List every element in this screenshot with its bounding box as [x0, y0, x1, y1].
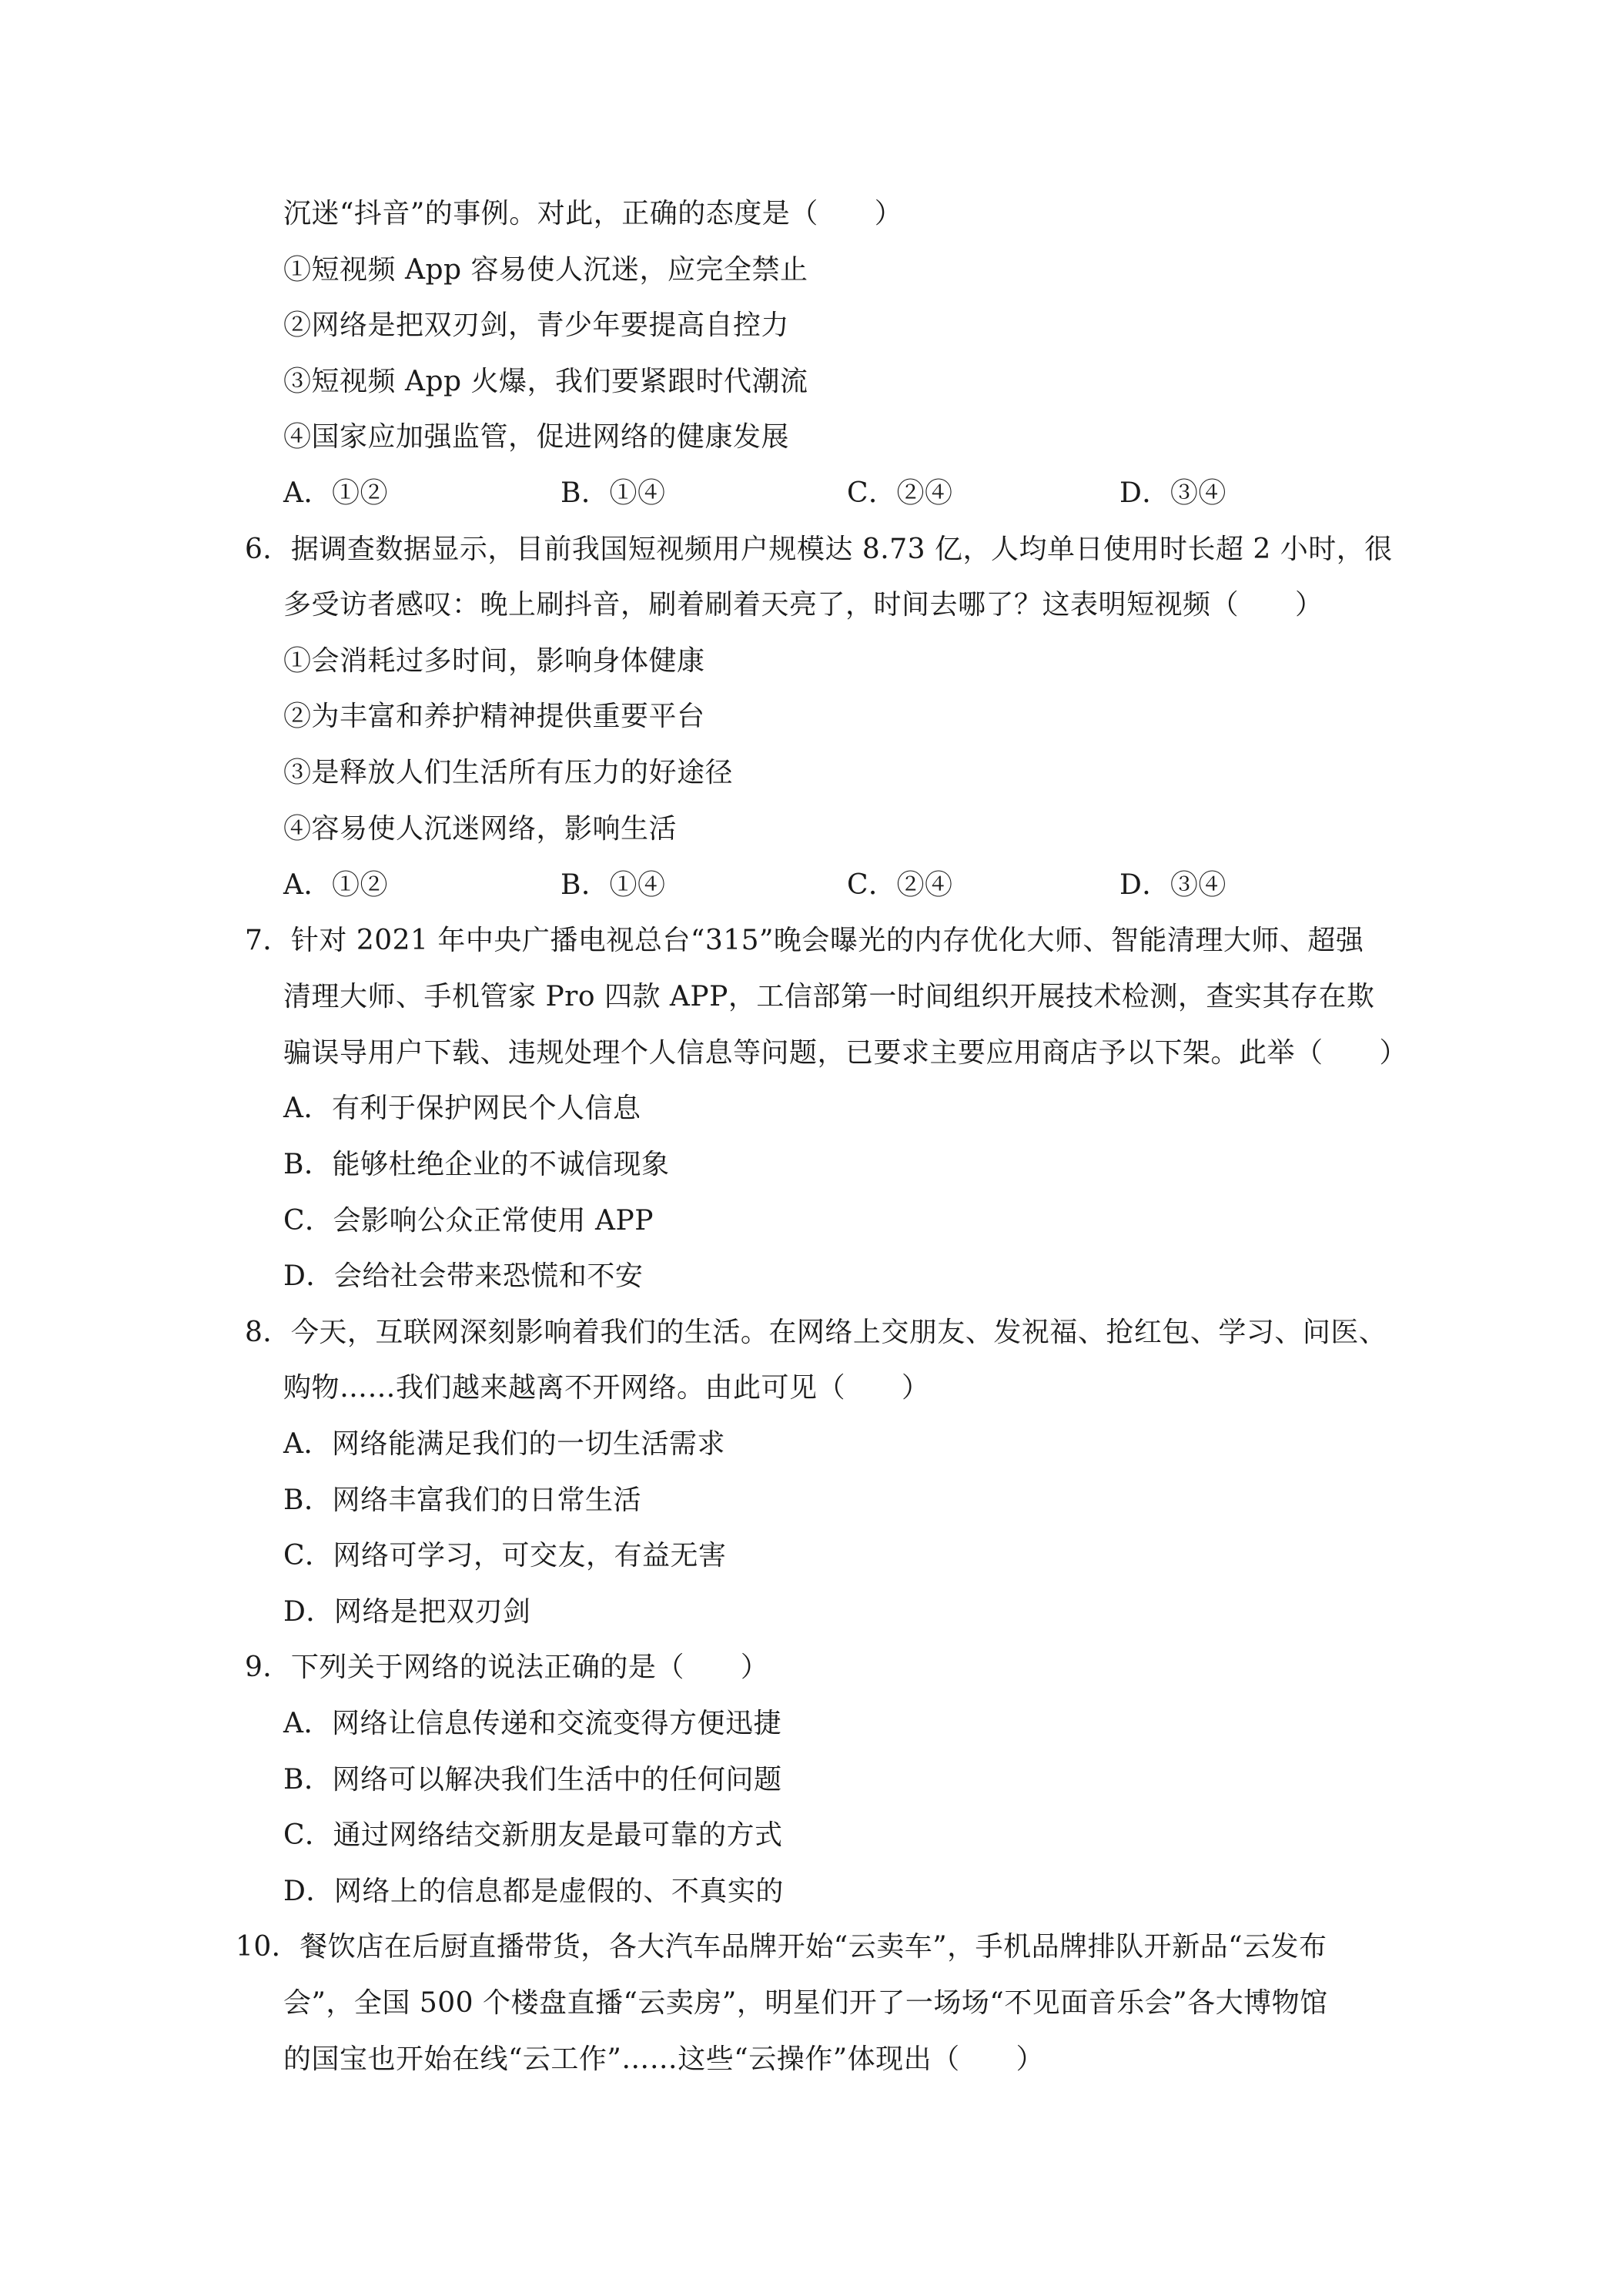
q9-option-b[interactable]: B．网络可以解决我们生活中的任何问题 — [283, 1764, 782, 1796]
q5-item-4: ④国家应加强监管，促进网络的健康发展 — [283, 421, 790, 453]
q10-stem-line-3: 的国宝也开始在线“云工作”……这些“云操作”体现出（ ） — [283, 2043, 1045, 2075]
q7-option-a[interactable]: A．有利于保护网民个人信息 — [283, 1093, 641, 1124]
q6-option-a[interactable]: A．①② — [283, 869, 388, 901]
q9-option-a[interactable]: A．网络让信息传递和交流变得方便迅捷 — [283, 1708, 781, 1739]
q5-stem-continued: 沉迷“抖音”的事例。对此，正确的态度是（ ） — [283, 198, 903, 229]
q8-option-c[interactable]: C．网络可学习，可交友，有益无害 — [283, 1540, 727, 1571]
q6-stem-line-2: 多受访者感叹：晚上刷抖音，刷着刷着天亮了，时间去哪了？这表明短视频（ ） — [283, 589, 1323, 621]
q5-option-a[interactable]: A．①② — [283, 477, 388, 509]
q9-stem: 9．下列关于网络的说法正确的是（ ） — [245, 1652, 769, 1683]
q6-item-2: ②为丰富和养护精神提供重要平台 — [283, 701, 705, 732]
q6-stem-line-1: 6．据调查数据显示，目前我国短视频用户规模达 8.73 亿，人均单日使用时长超 2 小时，很 — [245, 534, 1393, 565]
q5-option-b[interactable]: B．①④ — [561, 477, 666, 509]
q6-option-d[interactable]: D．③④ — [1119, 869, 1226, 901]
q5-item-1: ①短视频 App 容易使人沉迷，应完全禁止 — [283, 254, 808, 286]
q9-option-d[interactable]: D．网络上的信息都是虚假的、不真实的 — [283, 1876, 784, 1907]
q10-stem-line-2: 会”，全国 500 个楼盘直播“云卖房”，明星们开了一场场“不见面音乐会”各大博物馆 — [283, 1987, 1328, 2019]
q8-option-b[interactable]: B．网络丰富我们的日常生活 — [283, 1484, 641, 1516]
q7-option-c[interactable]: C．会影响公众正常使用 APP — [283, 1205, 654, 1237]
q6-item-4: ④容易使人沉迷网络，影响生活 — [283, 813, 678, 845]
q5-item-2: ②网络是把双刃剑，青少年要提高自控力 — [283, 310, 790, 341]
q7-option-b[interactable]: B．能够杜绝企业的不诚信现象 — [283, 1149, 670, 1180]
q9-option-c[interactable]: C．通过网络结交新朋友是最可靠的方式 — [283, 1819, 783, 1851]
q5-option-c[interactable]: C．②④ — [847, 477, 953, 509]
q10-stem-line-1: 10．餐饮店在后厨直播带货，各大汽车品牌开始“云卖车”，手机品牌排队开新品“云发布 — [236, 1931, 1327, 1963]
q5-item-3: ③短视频 App 火爆，我们要紧跟时代潮流 — [283, 366, 808, 397]
q6-item-1: ①会消耗过多时间，影响身体健康 — [283, 645, 705, 677]
q7-stem-line-1: 7．针对 2021 年中央广播电视总台“315”晚会曝光的内存优化大师、智能清理大师、超强 — [245, 925, 1364, 956]
q5-option-d[interactable]: D．③④ — [1119, 477, 1226, 509]
q7-stem-line-3: 骗误导用户下载、违规处理个人信息等问题，已要求主要应用商店予以下架。此举（ ） — [283, 1037, 1408, 1069]
q6-item-3: ③是释放人们生活所有压力的好途径 — [283, 757, 734, 788]
q8-stem-line-2: 购物……我们越来越离不开网络。由此可见（ ） — [283, 1372, 930, 1404]
q7-option-d[interactable]: D．会给社会带来恐慌和不安 — [283, 1260, 644, 1292]
q6-option-b[interactable]: B．①④ — [561, 869, 666, 901]
q8-option-a[interactable]: A．网络能满足我们的一切生活需求 — [283, 1428, 725, 1460]
q8-option-d[interactable]: D．网络是把双刃剑 — [283, 1596, 531, 1628]
q7-stem-line-2: 清理大师、手机管家 Pro 四款 APP，工信部第一时间组织开展技术检测，查实其存在欺 — [283, 981, 1375, 1012]
q6-option-c[interactable]: C．②④ — [847, 869, 953, 901]
q8-stem-line-1: 8．今天，互联网深刻影响着我们的生活。在网络上交朋友、发祝福、抢红包、学习、问医、 — [245, 1317, 1387, 1348]
